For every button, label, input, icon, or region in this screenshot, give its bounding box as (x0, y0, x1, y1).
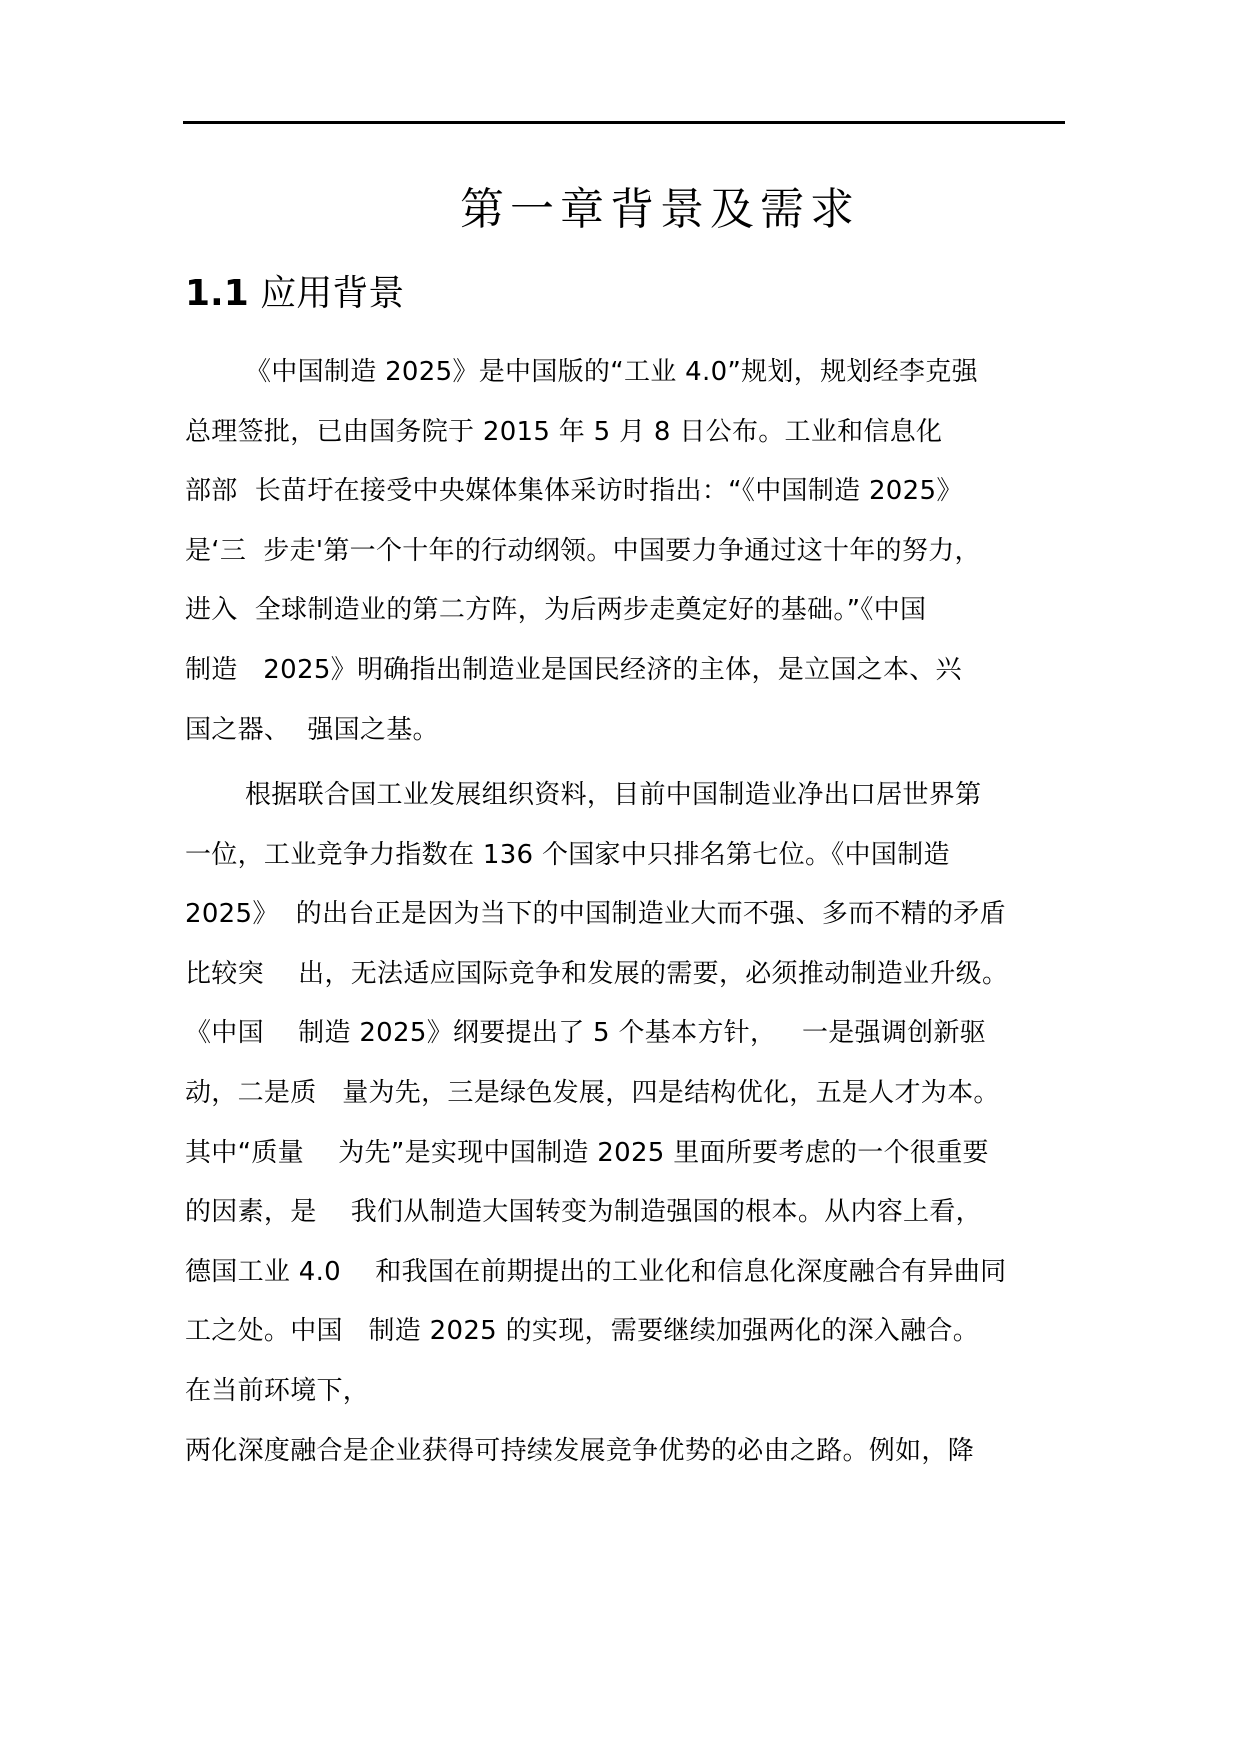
paragraph-line: 2025》 的出台正是因为当下的中国制造业大而不强、多而不精的矛盾 (185, 899, 1006, 930)
paragraph-line: 两化深度融合是企业获得可持续发展竞争优势的必由之路。例如，降 (185, 1435, 975, 1466)
paragraph-line: 《中国 制造 2025》纲要提出了 5 个基本方针， 一是强调创新驱 (185, 1018, 987, 1049)
header-rule (183, 121, 1065, 124)
paragraph-line: 国之器、 强国之基。 (185, 714, 439, 745)
paragraph-line: 在当前环境下， (185, 1375, 370, 1406)
paragraph-1 (185, 343, 1085, 760)
paragraph-line: 一位，工业竞争力指数在 136 个国家中只排名第七位。《中国制造 (185, 839, 950, 870)
paragraph-line: 工之处。中国 制造 2025 的实现，需要继续加强两化的深入融合。 (185, 1316, 979, 1347)
paragraph-2 (185, 766, 1085, 1481)
paragraph-line: 其中“质量 为先”是实现中国制造 2025 里面所要考虑的一个很重要 (185, 1137, 989, 1168)
paragraph-line: 部部 长苗圩在接受中央媒体集体采访时指出：“《中国制造 2025》 (185, 476, 963, 507)
paragraph-line: 德国工业 4.0 和我国在前期提出的工业化和信息化深度融合有异曲同 (185, 1256, 1007, 1287)
section-title: 应用背景 (260, 273, 405, 314)
paragraph-line: 的因素，是 我们从制造大国转变为制造强国的根本。从内容上看， (185, 1197, 982, 1228)
paragraph-line: 《中国制造 2025》是中国版的“工业 4.0”规划，规划经李克强 (245, 357, 978, 387)
paragraph-line: 动，二是质 量为先，三是绿色发展，四是结构优化，五是人才为本。 (185, 1077, 1000, 1108)
paragraph-line: 比较突 出，无法适应国际竞争和发展的需要，必须推动制造业升级。 (185, 958, 1009, 989)
section-number: 1.1 (185, 273, 249, 314)
section-heading (185, 268, 404, 320)
paragraph-line: 根据联合国工业发展组织资料，目前中国制造业净出口居世界第 (245, 780, 982, 810)
paragraph-line: 进入 全球制造业的第二方阵，为后两步走奠定好的基础。”《中国 (185, 595, 927, 626)
paragraph-line: 制造 2025》明确指出制造业是国民经济的主体，是立国之本、兴 (185, 654, 962, 685)
paragraph-line: 是‘三 步走'第一个十年的行动纲领。中国要力争通过这十年的努力， (185, 535, 981, 566)
chapter-title: 第一章背景及需求 (460, 184, 860, 235)
paragraph-line: 总理签批，已由国务院于 2015 年 5 月 8 日公布。工业和信息化 (185, 416, 943, 447)
